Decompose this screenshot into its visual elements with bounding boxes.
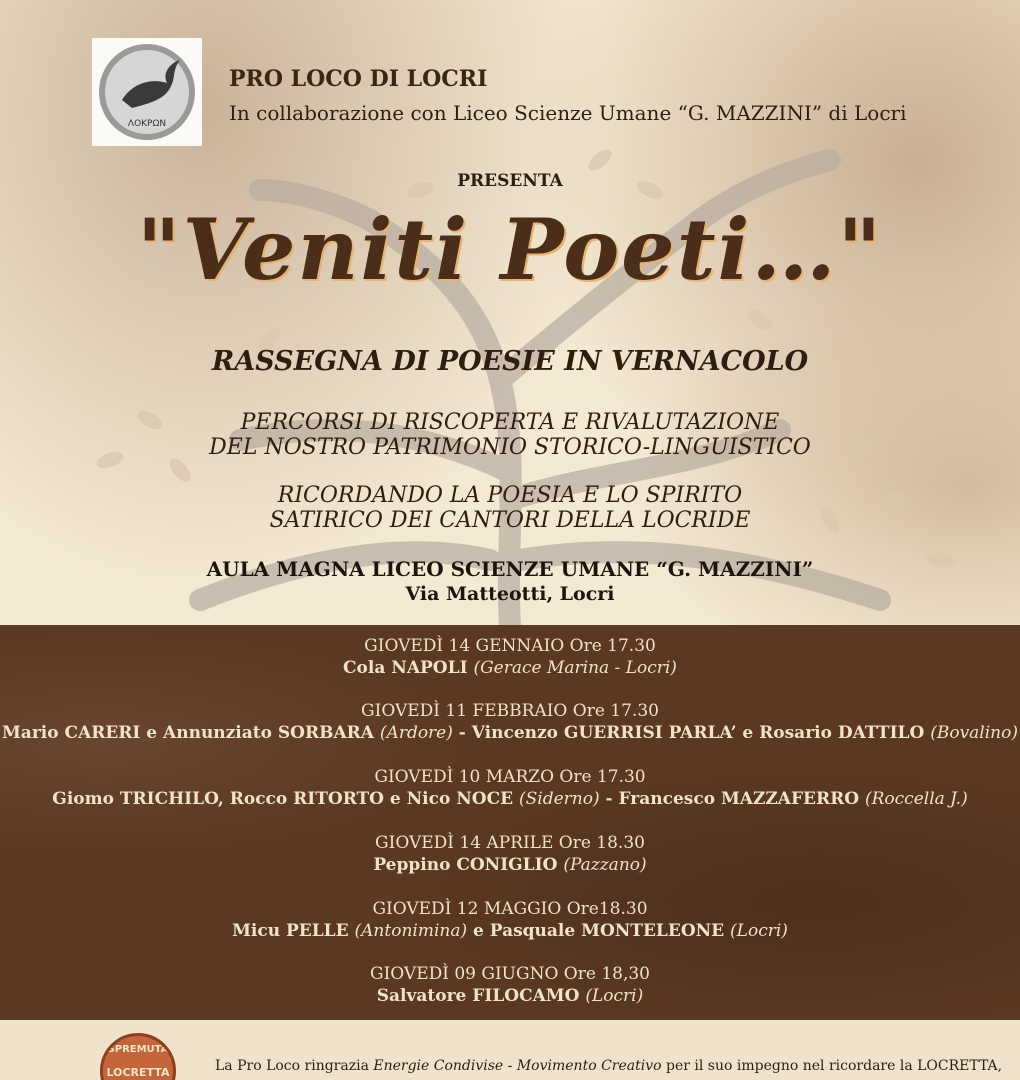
poet-name: e Pasquale MONTELEONE <box>467 921 731 941</box>
schedule-band <box>0 625 1020 1020</box>
venue-name: AULA MAGNA LICEO SCIENZE UMANE “G. MAZZINI” <box>206 557 814 581</box>
poet-name: Micu PELLE <box>232 921 355 941</box>
description-line: SATIRICO DEI CANTORI DELLA LOCRIDE <box>269 508 751 533</box>
schedule-poets <box>0 854 1020 876</box>
schedule-date: GIOVEDÌ 10 MARZO Ore 17.30 <box>374 767 646 787</box>
poet-location: (Pazzano) <box>563 855 647 875</box>
schedule-item <box>0 700 1020 744</box>
poet-location: (Siderno) <box>519 789 600 809</box>
schedule-date: GIOVEDÌ 11 FEBBRAIO Ore 17.30 <box>361 701 659 721</box>
thanks-suffix: per il suo impegno nel ricordare la LOCRETTA, <box>661 1058 1003 1074</box>
schedule-item <box>0 832 1020 876</box>
schedule-date: GIOVEDÌ 09 GIUGNO Ore 18,30 <box>369 964 651 984</box>
logo-text: ΛΟΚΡΩΝ <box>127 119 167 129</box>
thanks-italic: Energie Condivise - Movimento Creativo <box>373 1058 662 1074</box>
poet-name: Giomo TRICHILO, Rocco RITORTO e Nico NOCE <box>52 789 519 809</box>
schedule-poets <box>0 985 1020 1007</box>
poet-location: (Bovalino) <box>930 723 1018 743</box>
poet-location: (Ardore) <box>379 723 453 743</box>
collaboration-line: In collaborazione con Liceo Scienze Umane “G. MAZZINI” di Locri <box>229 101 907 125</box>
schedule-poets <box>0 657 1020 679</box>
organization-name: PRO LOCO DI LOCRI <box>229 66 488 92</box>
pegasus-coin-logo <box>92 38 202 146</box>
description-block-2 <box>0 483 1020 533</box>
poet-name: Salvatore FILOCAMO <box>376 986 586 1006</box>
description-block-1 <box>0 410 1020 460</box>
poet-name: Cola NAPOLI <box>343 658 474 678</box>
presents-label: PRESENTA <box>457 171 563 191</box>
poet-name: Peppino CONIGLIO <box>373 855 564 875</box>
schedule-date: GIOVEDÌ 14 GENNAIO Ore 17.30 <box>364 636 656 656</box>
event-subtitle: RASSEGNA DI POESIE IN VERNACOLO <box>211 346 809 377</box>
poet-name: - Vincenzo GUERRISI PARLA’ e Rosario DATTILO <box>452 723 931 743</box>
description-line: RICORDANDO LA POESIA E LO SPIRITO <box>277 483 743 508</box>
thanks-note <box>215 1058 1002 1074</box>
description-line: PERCORSI DI RISCOPERTA E RIVALUTAZIONE <box>240 410 780 435</box>
poet-location: (Roccella J.) <box>864 789 968 809</box>
event-title: "Veniti Poeti…" <box>136 200 884 299</box>
schedule-poets <box>0 920 1020 942</box>
schedule-item <box>0 963 1020 1007</box>
poet-location: (Locri) <box>585 986 644 1006</box>
schedule-date: GIOVEDÌ 12 MAGGIO Ore18.30 <box>372 899 648 919</box>
poet-location: (Gerace Marina - Locri) <box>473 658 677 678</box>
thanks-prefix: La Pro Loco ringrazia <box>215 1058 374 1074</box>
poet-name: - Francesco MAZZAFERRO <box>599 789 865 809</box>
poet-name: Mario CARERI e Annunziato SORBARA <box>1 723 380 743</box>
poet-location: (Antonimina) <box>354 921 468 941</box>
venue-address: Via Matteotti, Locri <box>405 583 615 605</box>
schedule-poets <box>0 722 1020 744</box>
schedule-item <box>0 635 1020 679</box>
seal-text: SPREMUTA <box>107 1044 169 1055</box>
poet-location: (Locri) <box>730 921 788 941</box>
schedule-item <box>0 766 1020 810</box>
schedule-item <box>0 898 1020 942</box>
schedule-poets <box>0 788 1020 810</box>
seal-text-2: LOCRETTA <box>106 1066 170 1079</box>
schedule-date: GIOVEDÌ 14 APRILE Ore 18.30 <box>375 833 645 853</box>
description-line: DEL NOSTRO PATRIMONIO STORICO-LINGUISTICO <box>209 435 811 460</box>
